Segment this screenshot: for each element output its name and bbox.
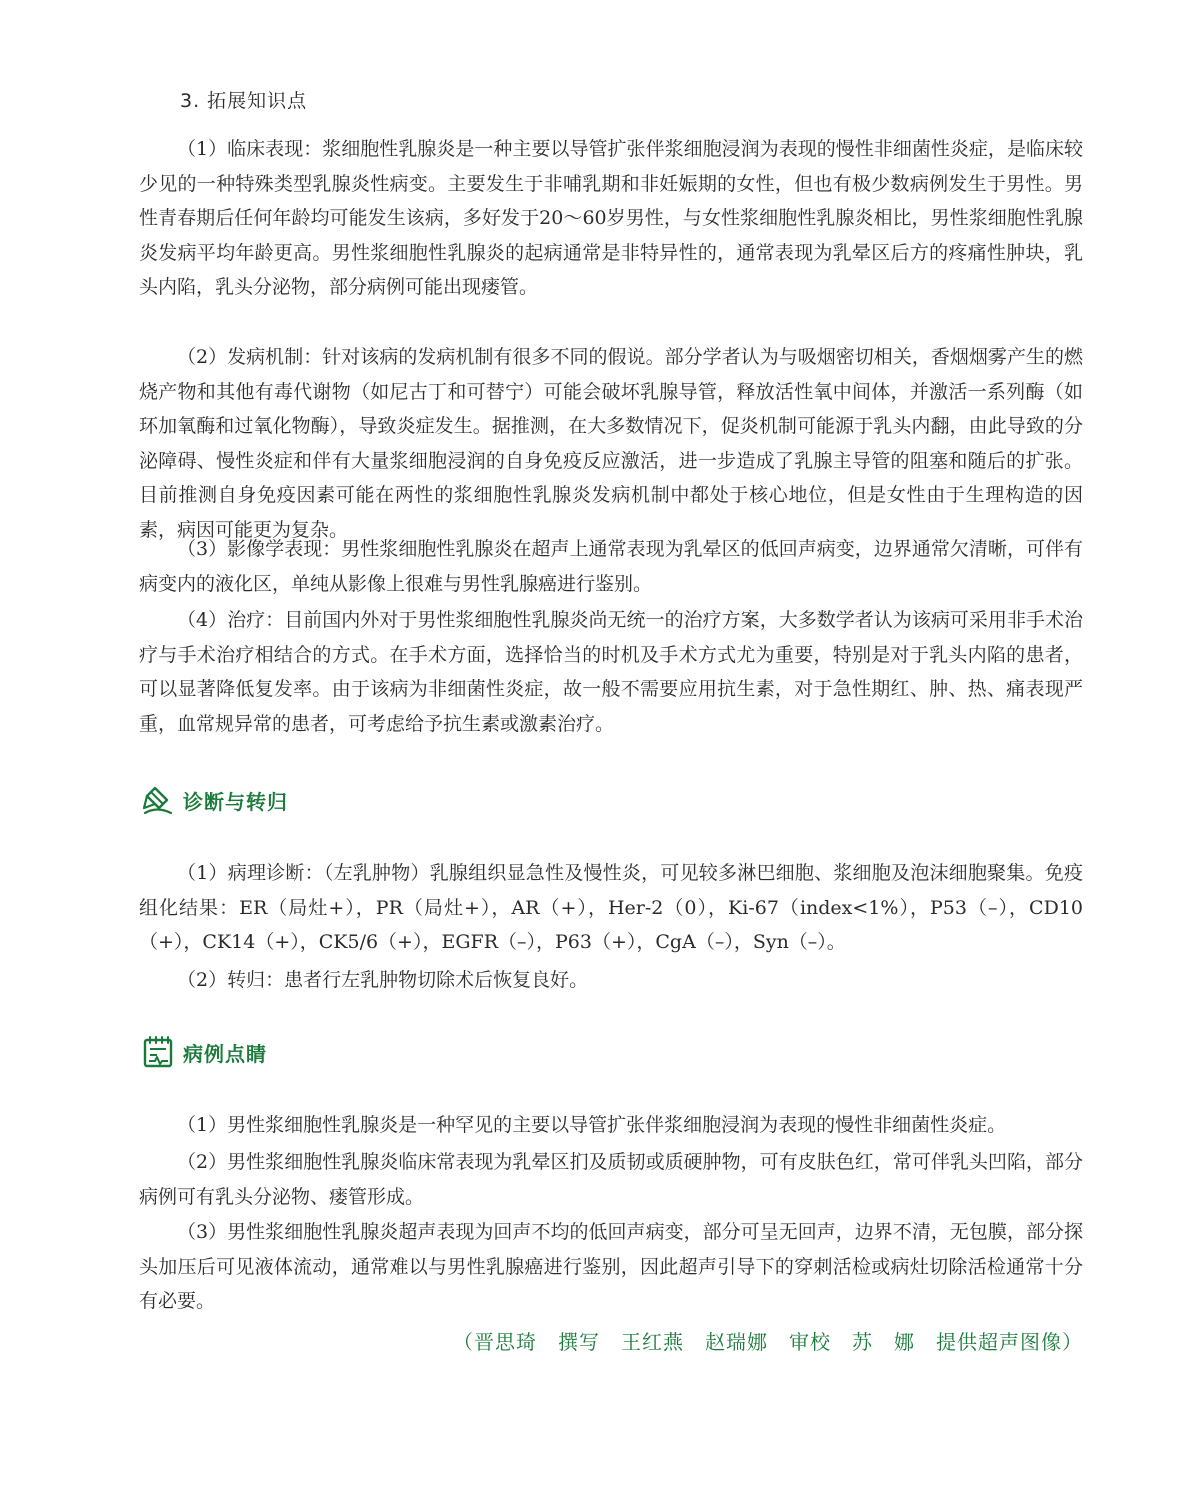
- medical-notepad-icon: [141, 1034, 177, 1070]
- paragraph-highlight-1: （1）男性浆细胞性乳腺炎是一种罕见的主要以导管扩张伴浆细胞浸润为表现的慢性非细菌性炎症。: [177, 1114, 1007, 1136]
- paragraph-pathology: （1）病理诊断：（左乳肿物）乳腺组织显急性及慢性炎，可见较多淋巴细胞、浆细胞及泡沫细胞聚集。免疫组化结果：ER（局灶+），PR（局灶+），AR（+），Her-2（0），Ki-67（index<1%），P53（–），CD10（+），CK14（+），CK5/6（+），EGFR（–），P63（+），CgA（–），Syn（–）。: [139, 862, 1083, 954]
- section-title-label: 诊断与转归: [183, 789, 288, 814]
- section-heading-expand: 3. 拓展知识点: [180, 90, 308, 112]
- paragraph-mechanism: （2）发病机制：针对该病的发病机制有很多不同的假说。部分学者认为与吸烟密切相关，香烟烟雾产生的燃烧产物和其他有毒代谢物（如尼古丁和可替宁）可能会破坏乳腺导管，释放活性氧中间体，并激活一系列酶（如环加氧酶和过氧化物酶），导致炎症发生。据推测，在大多数情况下，促炎机制可能源于乳头内翻，由此导致的分泌障碍、慢性炎症和伴有大量浆细胞浸润的自身免疫反应激活，进一步造成了乳腺主导管的阻塞和随后的扩张。目前推测自身免疫因素可能在两性的浆细胞性乳腺炎发病机制中都处于核心地位，但是女性由于生理构造的因素，病因可能更为复杂。: [139, 346, 1083, 541]
- paragraph-highlight-2: （2）男性浆细胞性乳腺炎临床常表现为乳晕区扪及质韧或质硬肿物，可有皮肤色红，常可伴乳头凹陷，部分病例可有乳头分泌物、瘘管形成。: [139, 1151, 1083, 1208]
- section-title-label: 病例点睛: [183, 1041, 267, 1066]
- paragraph-highlight-3: （3）男性浆细胞性乳腺炎超声表现为回声不均的低回声病变，部分可呈无回声，边界不清，无包膜，部分探头加压后可见液体流动，通常难以与男性乳腺癌进行鉴别，因此超声引导下的穿刺活检或病灶切除活检通常十分有必要。: [139, 1221, 1083, 1313]
- paragraph-treatment: （4）治疗：目前国内外对于男性浆细胞性乳腺炎尚无统一的治疗方案，大多数学者认为该病可采用非手术治疗与手术治疗相结合的方式。在手术方面，选择恰当的时机及手术方式尤为重要，特别是对于乳头内陷的患者，可以显著降低复发率。由于该病为非细菌性炎症，故一般不需要应用抗生素，对于急性期红、肿、热、痛表现严重，血常规异常的患者，可考虑给予抗生素或激素治疗。: [139, 609, 1083, 735]
- author-credit: （晋思琦 撰写 王红燕 赵瑞娜 审校 苏 娜 提供超声图像）: [453, 1330, 1083, 1354]
- paragraph-imaging: （3）影像学表现：男性浆细胞性乳腺炎在超声上通常表现为乳晕区的低回声病变，边界通常欠清晰，可伴有病变内的液化区，单纯从影像上很难与男性乳腺癌进行鉴别。: [139, 538, 1083, 595]
- section-title-diagnosis: [141, 780, 288, 820]
- section-title-highlights: [141, 1032, 267, 1072]
- paragraph-outcome: （2）转归：患者行左乳肿物切除术后恢复良好。: [177, 969, 589, 991]
- paragraph-clinical: （1）临床表现：浆细胞性乳腺炎是一种主要以导管扩张伴浆细胞浸润为表现的慢性非细菌性炎症，是临床较少见的一种特殊类型乳腺炎性病变。主要发生于非哺乳期和非妊娠期的女性，但也有极少数病例发生于男性。男性青春期后任何年龄均可能发生该病，多好发于20～60岁男性，与女性浆细胞性乳腺炎相比，男性浆细胞性乳腺炎发病平均年龄更高。男性浆细胞性乳腺炎的起病通常是非特异性的，通常表现为乳晕区后方的疼痛性肿块，乳头内陷，乳头分泌物，部分病例可能出现瘘管。: [139, 138, 1083, 299]
- pen-writing-icon: [141, 782, 177, 818]
